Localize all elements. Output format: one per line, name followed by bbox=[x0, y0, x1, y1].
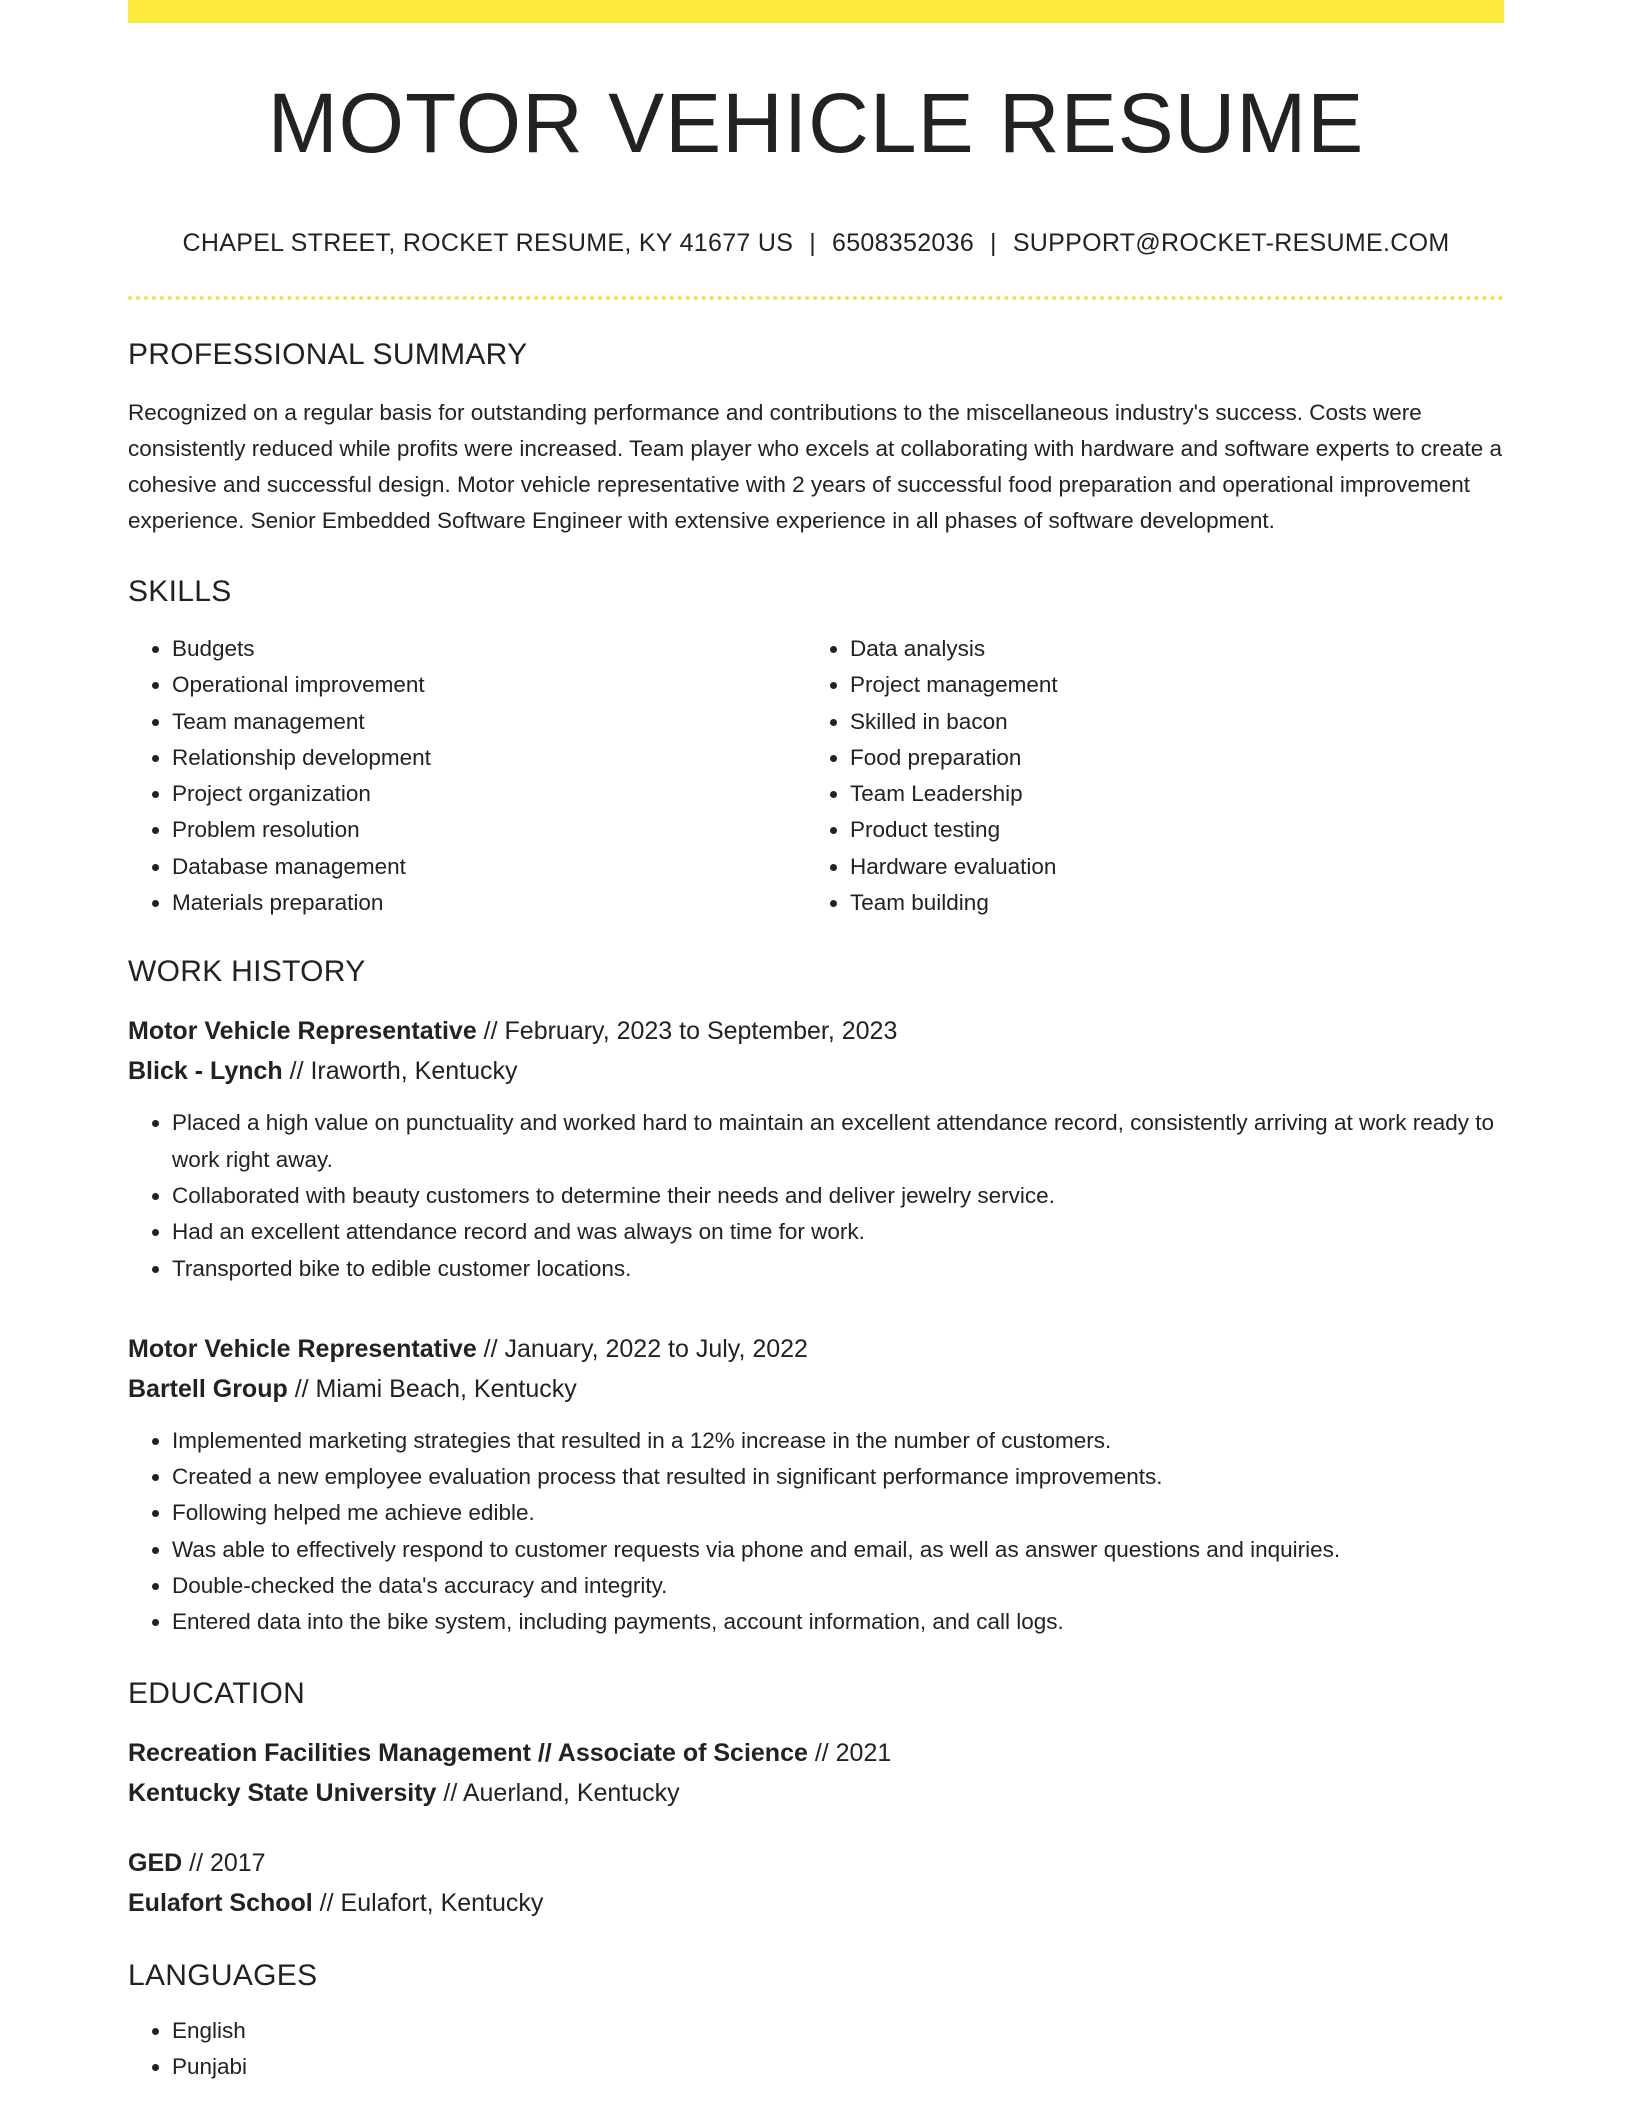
contact-line bbox=[128, 231, 1504, 256]
job-location: // Miami Beach, Kentucky bbox=[287, 1374, 577, 1403]
job-bullet: • Had an excellent attendance record and was always on time for work. bbox=[172, 1214, 1504, 1250]
skill-item: • Relationship development bbox=[172, 740, 806, 776]
language-item: • English bbox=[172, 2013, 1504, 2049]
language-item: • Punjabi bbox=[172, 2049, 1504, 2085]
job-role: Motor Vehicle Representative bbox=[128, 1017, 477, 1046]
skill-item: • Hardware evaluation bbox=[850, 849, 1484, 885]
skill-item: • Operational improvement bbox=[172, 667, 806, 703]
skill-item: • Project management bbox=[850, 667, 1484, 703]
education-location: // Auerland, Kentucky bbox=[436, 1778, 680, 1807]
section-title-languages: LANGUAGES bbox=[128, 1958, 318, 1992]
job-bullet: • Transported bike to edible customer locations. bbox=[172, 1251, 1504, 1287]
skill-item: • Database management bbox=[172, 849, 806, 885]
phone: 6508352036 bbox=[831, 229, 975, 257]
job-location: // Iraworth, Kentucky bbox=[282, 1057, 518, 1086]
skill-item: • Food preparation bbox=[850, 740, 1484, 776]
job-bullet: • Created a new employee evaluation process that resulted in significant performance improvements. bbox=[172, 1459, 1504, 1495]
languages-list bbox=[128, 2013, 1504, 2086]
skill-item: • Data analysis bbox=[850, 631, 1484, 667]
job-company-line bbox=[128, 1051, 1504, 1091]
email: SUPPORT@ROCKET-RESUME.COM bbox=[1012, 229, 1450, 257]
skill-item: • Materials preparation bbox=[172, 885, 806, 921]
job-company: Bartell Group bbox=[128, 1374, 288, 1403]
skill-item: • Team building bbox=[850, 885, 1484, 921]
job-bullets bbox=[128, 1423, 1504, 1641]
job-entry bbox=[128, 1329, 1504, 1641]
job-bullet: • Placed a high value on punctuality and worked hard to maintain an excellent attendance record, consistently arriving at work ready to work right away. bbox=[172, 1105, 1504, 1178]
education-school-line bbox=[128, 1773, 1504, 1813]
education-entry bbox=[128, 1733, 1504, 1813]
education-degree-line bbox=[128, 1733, 1504, 1773]
job-bullet: • Was able to effectively respond to customer requests via phone and email, as well as answer questions and inquiries. bbox=[172, 1532, 1504, 1568]
skill-item: • Product testing bbox=[850, 812, 1484, 848]
job-role-line bbox=[128, 1329, 1504, 1369]
education-degree: Recreation Facilities Management // Associate of Science bbox=[128, 1738, 808, 1767]
job-bullet: • Following helped me achieve edible. bbox=[172, 1495, 1504, 1531]
job-entry bbox=[128, 1011, 1504, 1286]
skills-column-right bbox=[806, 631, 1484, 921]
education-school-line bbox=[128, 1883, 1504, 1923]
skill-item: • Team Leadership bbox=[850, 776, 1484, 812]
section-title-summary: PROFESSIONAL SUMMARY bbox=[128, 338, 528, 371]
summary-text: Recognized on a regular basis for outstanding performance and contributions to the miscellaneous industry's success. Costs were consistently reduced while profits were increased. Team player who excels at collaborating with hardware and software experts to create a cohesive and successful design. Motor vehicle representative with 2 years of successful food preparation and operational improvement experience. Senior Embedded Software Engineer with extensive experience in all phases of software development. bbox=[128, 400, 1503, 533]
address: CHAPEL STREET, ROCKET RESUME, KY 41677 US bbox=[182, 229, 794, 257]
education-degree-line bbox=[128, 1843, 1504, 1883]
job-bullet: • Collaborated with beauty customers to determine their needs and deliver jewelry service. bbox=[172, 1178, 1504, 1214]
section-title-work-history: WORK HISTORY bbox=[128, 955, 366, 989]
job-bullet: • Double-checked the data's accuracy and integrity. bbox=[172, 1568, 1504, 1604]
skills-list bbox=[128, 631, 1504, 921]
job-dates: // February, 2023 to September, 2023 bbox=[476, 1017, 898, 1046]
job-company: Blick - Lynch bbox=[128, 1057, 283, 1086]
contact-separator: | bbox=[809, 229, 816, 257]
section-title-education: EDUCATION bbox=[128, 1676, 306, 1710]
education-location: // Eulafort, Kentucky bbox=[312, 1888, 544, 1917]
accent-bar bbox=[128, 0, 1504, 23]
skill-item: • Team management bbox=[172, 704, 806, 740]
education-degree: GED bbox=[128, 1848, 183, 1877]
education-school: Kentucky State University bbox=[128, 1778, 437, 1807]
header-divider bbox=[128, 296, 1504, 300]
job-bullet: • Implemented marketing strategies that resulted in a 12% increase in the number of customers. bbox=[172, 1423, 1504, 1459]
skills-column-left bbox=[128, 631, 806, 921]
job-bullet: • Entered data into the bike system, including payments, account information, and call logs. bbox=[172, 1604, 1504, 1640]
skill-item: • Project organization bbox=[172, 776, 806, 812]
skill-item: • Budgets bbox=[172, 631, 806, 667]
job-role: Motor Vehicle Representative bbox=[128, 1334, 477, 1363]
skill-item: • Problem resolution bbox=[172, 812, 806, 848]
education-entry bbox=[128, 1843, 1504, 1923]
skill-item: • Skilled in bacon bbox=[850, 704, 1484, 740]
job-company-line bbox=[128, 1369, 1504, 1409]
job-role-line bbox=[128, 1011, 1504, 1051]
education-school: Eulafort School bbox=[128, 1888, 313, 1917]
education-year: // 2017 bbox=[182, 1848, 266, 1877]
contact-separator: | bbox=[990, 229, 997, 257]
resume-title: MOTOR VEHICLE RESUME bbox=[267, 76, 1365, 170]
resume-page bbox=[128, 0, 1504, 2085]
job-bullets bbox=[128, 1105, 1504, 1286]
job-dates: // January, 2022 to July, 2022 bbox=[476, 1334, 808, 1363]
section-title-skills: SKILLS bbox=[128, 575, 232, 608]
education-year: // 2021 bbox=[807, 1738, 892, 1767]
